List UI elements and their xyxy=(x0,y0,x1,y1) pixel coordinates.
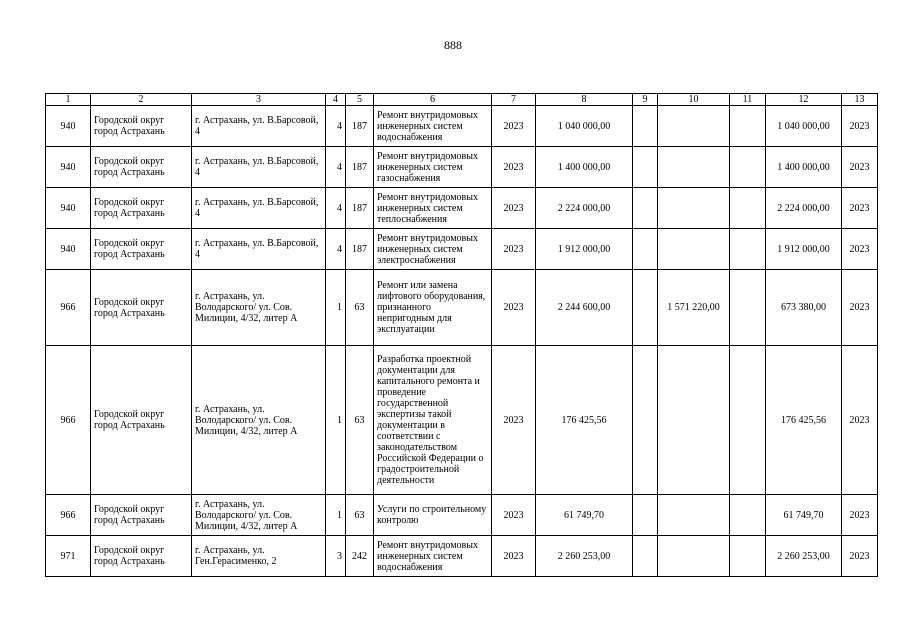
cell-municipality: Городской округ город Астрахань xyxy=(91,536,192,577)
cell-work-type: Ремонт или замена лифтового оборудования, признанного непригодным для эксплуатации xyxy=(374,270,492,346)
cell-number: 940 xyxy=(46,188,91,229)
cell-work-type: Ремонт внутридомовых инженерных систем водоснабжения xyxy=(374,106,492,147)
cell-col9 xyxy=(633,188,658,229)
cell-col10 xyxy=(658,147,730,188)
cell-col11 xyxy=(730,495,766,536)
cell-total: 1 040 000,00 xyxy=(536,106,633,147)
column-header: 10 xyxy=(658,94,730,106)
cell-col9 xyxy=(633,229,658,270)
cell-col11 xyxy=(730,346,766,495)
cell-col4: 4 xyxy=(326,147,346,188)
table-row xyxy=(46,495,878,536)
cell-col12: 176 425,56 xyxy=(766,346,842,495)
cell-address: г. Астрахань, ул. Володарского/ ул. Сов. Милиции, 4/32, литер А xyxy=(192,346,326,495)
cell-col4: 3 xyxy=(326,536,346,577)
cell-col4: 4 xyxy=(326,106,346,147)
table-row xyxy=(46,147,878,188)
cell-year: 2023 xyxy=(492,106,536,147)
column-header: 8 xyxy=(536,94,633,106)
cell-col5: 242 xyxy=(346,536,374,577)
cell-year: 2023 xyxy=(492,147,536,188)
table-row xyxy=(46,346,878,495)
cell-col5: 63 xyxy=(346,346,374,495)
cell-col5: 187 xyxy=(346,229,374,270)
cell-col4: 4 xyxy=(326,188,346,229)
cell-col5: 187 xyxy=(346,147,374,188)
cell-col11 xyxy=(730,536,766,577)
table-row xyxy=(46,536,878,577)
cell-municipality: Городской округ город Астрахань xyxy=(91,106,192,147)
cell-col5: 63 xyxy=(346,495,374,536)
cell-number: 966 xyxy=(46,346,91,495)
cell-address: г. Астрахань, ул. В.Барсовой, 4 xyxy=(192,188,326,229)
column-header: 2 xyxy=(91,94,192,106)
cell-total: 1 912 000,00 xyxy=(536,229,633,270)
cell-col10 xyxy=(658,229,730,270)
cell-address: г. Астрахань, ул. Володарского/ ул. Сов. Милиции, 4/32, литер А xyxy=(192,495,326,536)
cell-number: 971 xyxy=(46,536,91,577)
cell-col5: 187 xyxy=(346,188,374,229)
cell-work-type: Ремонт внутридомовых инженерных систем водоснабжения xyxy=(374,536,492,577)
cell-col11 xyxy=(730,147,766,188)
cell-col13: 2023 xyxy=(842,270,878,346)
cell-municipality: Городской округ город Астрахань xyxy=(91,229,192,270)
column-header: 5 xyxy=(346,94,374,106)
table-row xyxy=(46,229,878,270)
cell-col10 xyxy=(658,495,730,536)
cell-col12: 1 400 000,00 xyxy=(766,147,842,188)
cell-total: 2 224 000,00 xyxy=(536,188,633,229)
cell-col12: 1 040 000,00 xyxy=(766,106,842,147)
cell-year: 2023 xyxy=(492,188,536,229)
cell-col9 xyxy=(633,536,658,577)
capital-repair-table xyxy=(45,93,878,577)
cell-col13: 2023 xyxy=(842,229,878,270)
table-row xyxy=(46,270,878,346)
cell-col4: 4 xyxy=(326,229,346,270)
cell-municipality: Городской округ город Астрахань xyxy=(91,188,192,229)
cell-col9 xyxy=(633,106,658,147)
cell-number: 966 xyxy=(46,495,91,536)
cell-total: 176 425,56 xyxy=(536,346,633,495)
cell-col9 xyxy=(633,270,658,346)
cell-col13: 2023 xyxy=(842,346,878,495)
cell-col10 xyxy=(658,536,730,577)
cell-col13: 2023 xyxy=(842,536,878,577)
column-header: 9 xyxy=(633,94,658,106)
cell-work-type: Разработка проектной документации для капитального ремонта и проведение государственной экспертизы такой документации в соответствии с законодательством Российской Федерации о градостроительной деятельности xyxy=(374,346,492,495)
cell-col10 xyxy=(658,106,730,147)
cell-total: 1 400 000,00 xyxy=(536,147,633,188)
cell-col12: 673 380,00 xyxy=(766,270,842,346)
cell-col12: 2 260 253,00 xyxy=(766,536,842,577)
column-header: 6 xyxy=(374,94,492,106)
cell-col5: 187 xyxy=(346,106,374,147)
cell-col9 xyxy=(633,346,658,495)
cell-year: 2023 xyxy=(492,270,536,346)
column-header: 3 xyxy=(192,94,326,106)
cell-address: г. Астрахань, ул. Ген.Герасименко, 2 xyxy=(192,536,326,577)
cell-work-type: Услуги по строительному контролю xyxy=(374,495,492,536)
header-row xyxy=(46,94,878,106)
cell-address: г. Астрахань, ул. В.Барсовой, 4 xyxy=(192,229,326,270)
cell-work-type: Ремонт внутридомовых инженерных систем газоснабжения xyxy=(374,147,492,188)
cell-total: 2 260 253,00 xyxy=(536,536,633,577)
cell-number: 940 xyxy=(46,229,91,270)
cell-col12: 61 749,70 xyxy=(766,495,842,536)
cell-total: 2 244 600,00 xyxy=(536,270,633,346)
cell-total: 61 749,70 xyxy=(536,495,633,536)
page-number: 888 xyxy=(444,38,462,52)
cell-work-type: Ремонт внутридомовых инженерных систем теплоснабжения xyxy=(374,188,492,229)
cell-col13: 2023 xyxy=(842,147,878,188)
cell-col13: 2023 xyxy=(842,188,878,229)
cell-col5: 63 xyxy=(346,270,374,346)
cell-col11 xyxy=(730,106,766,147)
cell-year: 2023 xyxy=(492,346,536,495)
cell-col10 xyxy=(658,188,730,229)
cell-col13: 2023 xyxy=(842,495,878,536)
cell-col4: 1 xyxy=(326,346,346,495)
cell-col4: 1 xyxy=(326,270,346,346)
column-header: 1 xyxy=(46,94,91,106)
cell-address: г. Астрахань, ул. В.Барсовой, 4 xyxy=(192,106,326,147)
cell-col4: 1 xyxy=(326,495,346,536)
cell-address: г. Астрахань, ул. Володарского/ ул. Сов. Милиции, 4/32, литер А xyxy=(192,270,326,346)
cell-municipality: Городской округ город Астрахань xyxy=(91,270,192,346)
cell-work-type: Ремонт внутридомовых инженерных систем электроснабжения xyxy=(374,229,492,270)
column-header: 13 xyxy=(842,94,878,106)
cell-municipality: Городской округ город Астрахань xyxy=(91,346,192,495)
cell-col12: 1 912 000,00 xyxy=(766,229,842,270)
cell-municipality: Городской округ город Астрахань xyxy=(91,147,192,188)
cell-col9 xyxy=(633,495,658,536)
table-row xyxy=(46,188,878,229)
column-header: 7 xyxy=(492,94,536,106)
cell-col11 xyxy=(730,188,766,229)
cell-number: 940 xyxy=(46,106,91,147)
cell-address: г. Астрахань, ул. В.Барсовой, 4 xyxy=(192,147,326,188)
cell-col11 xyxy=(730,270,766,346)
cell-number: 966 xyxy=(46,270,91,346)
cell-col13: 2023 xyxy=(842,106,878,147)
column-header: 11 xyxy=(730,94,766,106)
cell-col12: 2 224 000,00 xyxy=(766,188,842,229)
cell-col9 xyxy=(633,147,658,188)
cell-number: 940 xyxy=(46,147,91,188)
cell-year: 2023 xyxy=(492,495,536,536)
cell-col10: 1 571 220,00 xyxy=(658,270,730,346)
cell-col10 xyxy=(658,346,730,495)
cell-col11 xyxy=(730,229,766,270)
column-header: 12 xyxy=(766,94,842,106)
cell-municipality: Городской округ город Астрахань xyxy=(91,495,192,536)
table-row xyxy=(46,106,878,147)
cell-year: 2023 xyxy=(492,536,536,577)
cell-year: 2023 xyxy=(492,229,536,270)
column-header: 4 xyxy=(326,94,346,106)
